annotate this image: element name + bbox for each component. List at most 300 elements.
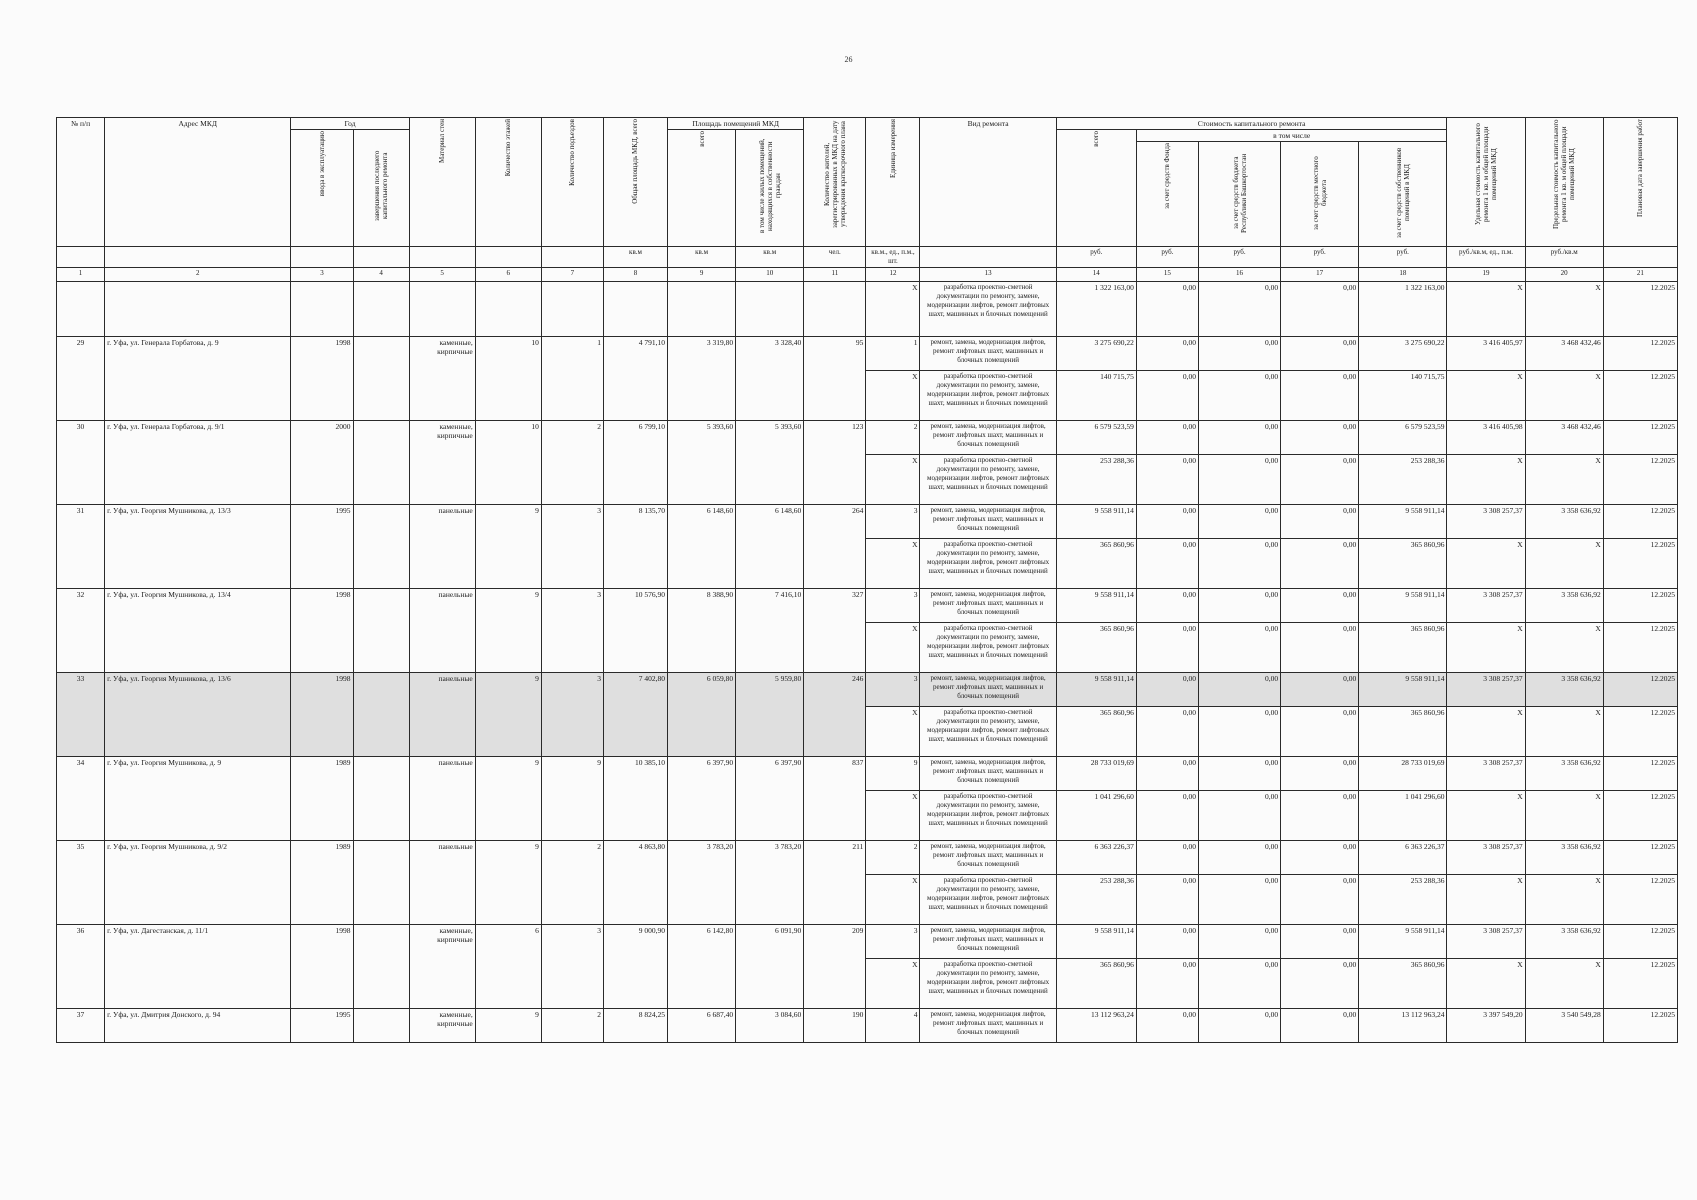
cell-date: 12.2025 [1603,371,1677,421]
cell-cost-fund: 0,00 [1136,623,1198,673]
table-row [57,337,1678,371]
cell-cost-local: 0,00 [1281,505,1359,539]
cell-cost-local: 0,00 [1281,841,1359,875]
cell-repair-type: разработка проектно-сметной документации по ремонту, замене, модернизации лифтов, ремонт лифтовых шахт, машинных и блочных помещений [920,875,1056,925]
table-body [57,282,1678,1043]
cell-year-commission: 2000 [291,421,353,505]
cell-cost-total: 9 558 911,14 [1056,505,1136,539]
cell-cost-local: 0,00 [1281,337,1359,371]
column-number: 20 [1525,268,1603,282]
cell-repair-type: ремонт, замена, модернизация лифтов, ремонт лифтовых шахт, машинных и блочных помещений [920,841,1056,875]
cell-date: 12.2025 [1603,757,1677,791]
cell-floors: 9 [475,673,541,757]
table-row [57,505,1678,539]
cell-limit-cost: 3 358 636,92 [1525,505,1603,539]
cell-cost-fund: 0,00 [1136,589,1198,623]
cell-repair-type: ремонт, замена, модернизация лифтов, ремонт лифтовых шахт, машинных и блочных помещений [920,757,1056,791]
hdr-area-group: Площадь помещений МКД [668,118,804,130]
cell-area-owned: 3 084,60 [736,1009,804,1043]
cell-cost-owners: 3 275 690,22 [1359,337,1447,371]
cell-residents: 123 [804,421,866,505]
column-number: 4 [353,268,409,282]
cell-cost-owners: 253 288,36 [1359,875,1447,925]
cell-repair-type: ремонт, замена, модернизация лифтов, ремонт лифтовых шахт, машинных и блочных помещений [920,673,1056,707]
cell-unit: X [866,959,920,1009]
cell-cost-total: 253 288,36 [1056,875,1136,925]
cell-area-owned: 3 783,20 [736,841,804,925]
cell-cost-fund: 0,00 [1136,757,1198,791]
cell-cost-local: 0,00 [1281,421,1359,455]
cell-cost-rb: 0,00 [1198,925,1280,959]
cell-cost-local: 0,00 [1281,371,1359,421]
column-number: 9 [668,268,736,282]
cell-residents: 837 [804,757,866,841]
cell-year-commission: 1995 [291,505,353,589]
cell-floors: 9 [475,841,541,925]
table-row [57,841,1678,875]
cell-area-all: 5 393,60 [668,421,736,505]
cell-total-area: 10 385,10 [603,757,667,841]
cell-cost-rb: 0,00 [1198,707,1280,757]
cell-area-owned: 6 148,60 [736,505,804,589]
table-row [57,925,1678,959]
cell-limit-cost: X [1525,282,1603,337]
column-number: 19 [1447,268,1525,282]
cell-specific-cost: X [1447,455,1525,505]
cell-year-last-repair [353,673,409,757]
table-row [57,421,1678,455]
cell-area-owned: 7 416,10 [736,589,804,673]
cell-residents: 95 [804,337,866,421]
unit-label: кв.м., ед., п.м., шт. [866,247,920,268]
cell-residents: 246 [804,673,866,757]
cell-specific-cost: 3 308 257,37 [1447,841,1525,875]
hdr-unit: Единица измерения [866,118,920,247]
hdr-year-last-repair: завершения последнего капитального ремонта [353,130,409,247]
cell-repair-type: ремонт, замена, модернизация лифтов, ремонт лифтовых шахт, машинных и блочных помещений [920,337,1056,371]
column-number: 15 [1136,268,1198,282]
cell-area-owned: 6 397,90 [736,757,804,841]
cell-cost-fund: 0,00 [1136,282,1198,337]
cell-specific-cost: X [1447,875,1525,925]
unit-label [409,247,475,268]
cell-repair-type: разработка проектно-сметной документации по ремонту, замене, модернизации лифтов, ремонт лифтовых шахт, машинных и блочных помещений [920,707,1056,757]
column-number: 13 [920,268,1056,282]
cell-cost-local: 0,00 [1281,1009,1359,1043]
cell-unit: X [866,875,920,925]
cell-residents: 190 [804,1009,866,1043]
cell-cost-fund: 0,00 [1136,505,1198,539]
cell-address: г. Уфа, ул. Георгия Мушникова, д. 13/4 [105,589,291,673]
table-row [57,757,1678,791]
cell-unit: 3 [866,925,920,959]
cell-limit-cost: X [1525,791,1603,841]
cell-area-owned: 5 959,80 [736,673,804,757]
cell-limit-cost: 3 468 432,46 [1525,421,1603,455]
hdr-completion-date: Плановая дата завершения работ [1603,118,1677,247]
cell-cost-rb: 0,00 [1198,539,1280,589]
column-number: 2 [105,268,291,282]
column-number: 21 [1603,268,1677,282]
bottom-rule [56,1008,1678,1009]
hdr-cost-fund: за счет средств Фонда [1136,142,1198,247]
unit-label: руб. [1198,247,1280,268]
cell-num: 33 [57,673,105,757]
cell-cost-rb: 0,00 [1198,623,1280,673]
cell-date: 12.2025 [1603,959,1677,1009]
cell-cost-owners: 140 715,75 [1359,371,1447,421]
cell-year-commission: 1998 [291,589,353,673]
page-number: 26 [844,55,853,64]
cell-cost-total: 1 041 296,60 [1056,791,1136,841]
cell-floors: 9 [475,1009,541,1043]
cell-cost-owners: 365 860,96 [1359,539,1447,589]
cell-cost-rb: 0,00 [1198,282,1280,337]
unit-label: кв.м [736,247,804,268]
cell-year-commission: 1998 [291,337,353,421]
cell-wall-material: каменные, кирпичные [409,925,475,1009]
cell-address: г. Уфа, ул. Георгия Мушникова, д. 9 [105,757,291,841]
cell-address: г. Уфа, ул. Дмитрия Донского, д. 94 [105,1009,291,1043]
cell-specific-cost: X [1447,707,1525,757]
cell-specific-cost: X [1447,791,1525,841]
cell-wall-material: каменные, кирпичные [409,421,475,505]
cell-cost-owners: 9 558 911,14 [1359,505,1447,539]
cell-year-commission: 1998 [291,673,353,757]
cell-entrances: 3 [541,589,603,673]
table-row [57,282,1678,337]
cell-num: 30 [57,421,105,505]
cell-specific-cost: 3 416 405,97 [1447,337,1525,371]
cell-year-last-repair [353,337,409,421]
cell-num: 37 [57,1009,105,1043]
cell-limit-cost: X [1525,623,1603,673]
table-row [57,673,1678,707]
unit-label: руб. [1136,247,1198,268]
cell-cost-total: 365 860,96 [1056,539,1136,589]
hdr-total-area: Общая площадь МКД, всего [603,118,667,247]
cell-year-last-repair [353,925,409,1009]
cell-floors: 6 [475,925,541,1009]
cell-residents: 327 [804,589,866,673]
unit-label: кв.м [603,247,667,268]
column-number: 3 [291,268,353,282]
cell-floors: 9 [475,757,541,841]
cell-num: 34 [57,757,105,841]
cell-area-owned: 3 328,40 [736,337,804,421]
cell-floors: 10 [475,337,541,421]
cell-repair-type: разработка проектно-сметной документации по ремонту, замене, модернизации лифтов, ремонт лифтовых шахт, машинных и блочных помещений [920,455,1056,505]
cell-area-all: 3 783,20 [668,841,736,925]
cell-cost-total: 6 363 226,37 [1056,841,1136,875]
cell-cost-total: 365 860,96 [1056,623,1136,673]
cell-cost-fund: 0,00 [1136,371,1198,421]
cell-cost-total: 9 558 911,14 [1056,673,1136,707]
column-number: 12 [866,268,920,282]
hdr-limit-cost: Предельная стоимость капитального ремонта 1 кв. м общей площади помещений МКД [1525,118,1603,247]
cell-unit: 1 [866,337,920,371]
hdr-residents: Количество жителей, зарегистрированных в МКД на дату утверждения краткосрочного плана [804,118,866,247]
column-number: 7 [541,268,603,282]
cell-unit: 4 [866,1009,920,1043]
cell-date: 12.2025 [1603,673,1677,707]
cell-residents: 264 [804,505,866,589]
hdr-cost-owners: за счет средств собственников помещений в МКД [1359,142,1447,247]
cell-year-last-repair [353,841,409,925]
unit-label: руб./кв.м, ед., п.м. [1447,247,1525,268]
cell-area-all: 6 148,60 [668,505,736,589]
cell-cost-owners: 6 579 523,59 [1359,421,1447,455]
cell-cost-rb: 0,00 [1198,371,1280,421]
cell-date: 12.2025 [1603,707,1677,757]
cell-cost-owners: 9 558 911,14 [1359,673,1447,707]
cell-cost-owners: 9 558 911,14 [1359,925,1447,959]
column-number: 1 [57,268,105,282]
cell-entrances: 3 [541,925,603,1009]
cell-area-all: 6 059,80 [668,673,736,757]
hdr-entrances: Количество подъездов [541,118,603,247]
cell-date: 12.2025 [1603,875,1677,925]
unit-label: чел. [804,247,866,268]
cell-cost-total: 13 112 963,24 [1056,1009,1136,1043]
cell-floors: 9 [475,589,541,673]
unit-label [57,247,105,268]
cell-entrances: 2 [541,841,603,925]
cell-specific-cost: 3 308 257,37 [1447,589,1525,623]
cell-cost-rb: 0,00 [1198,673,1280,707]
cell-unit: X [866,455,920,505]
cell-wall-material: панельные [409,841,475,925]
cell-cost-rb: 0,00 [1198,505,1280,539]
cell-cost-total: 365 860,96 [1056,707,1136,757]
cell-limit-cost: 3 358 636,92 [1525,841,1603,875]
cell-date: 12.2025 [1603,791,1677,841]
cell-limit-cost: 3 358 636,92 [1525,757,1603,791]
cell-unit: 3 [866,673,920,707]
cell-cost-owners: 1 322 163,00 [1359,282,1447,337]
cell-specific-cost: X [1447,539,1525,589]
cell-cost-fund: 0,00 [1136,875,1198,925]
cell-area-owned: 6 091,90 [736,925,804,1009]
cell-cost-local: 0,00 [1281,455,1359,505]
unit-label: руб. [1281,247,1359,268]
cell-limit-cost: X [1525,539,1603,589]
cell-cost-local: 0,00 [1281,959,1359,1009]
cell-cost-local: 0,00 [1281,589,1359,623]
cell-limit-cost: X [1525,455,1603,505]
cell-cost-fund: 0,00 [1136,455,1198,505]
cell-wall-material: панельные [409,757,475,841]
cell-cost-fund: 0,00 [1136,841,1198,875]
cell-repair-type: ремонт, замена, модернизация лифтов, ремонт лифтовых шахт, машинных и блочных помещений [920,925,1056,959]
cell-date: 12.2025 [1603,1009,1677,1043]
cell-cost-local: 0,00 [1281,673,1359,707]
cell-repair-type: разработка проектно-сметной документации по ремонту, замене, модернизации лифтов, ремонт лифтовых шахт, машинных и блочных помещений [920,371,1056,421]
cell-cost-rb: 0,00 [1198,589,1280,623]
cell-cost-rb: 0,00 [1198,791,1280,841]
table-header [57,118,1678,282]
unit-label [541,247,603,268]
cell-cost-total: 9 558 911,14 [1056,925,1136,959]
cell-specific-cost: X [1447,959,1525,1009]
hdr-repair-type: Вид ремонта [920,118,1056,247]
table-row [57,1009,1678,1043]
cell-wall-material: панельные [409,589,475,673]
cell-address: г. Уфа, ул. Георгия Мушникова, д. 13/6 [105,673,291,757]
hdr-specific-cost: Удельная стоимость капитального ремонта 1 кв. м общей площади помещений МКД [1447,118,1525,247]
cell-specific-cost: 3 308 257,37 [1447,925,1525,959]
cell-cost-total: 3 275 690,22 [1056,337,1136,371]
cell-area-all: 6 397,90 [668,757,736,841]
cell-unit: 9 [866,757,920,791]
unit-label [105,247,291,268]
cell-total-area: 4 863,80 [603,841,667,925]
cell-entrances: 3 [541,505,603,589]
cell-date: 12.2025 [1603,505,1677,539]
cell-cost-rb: 0,00 [1198,421,1280,455]
cell-total-area: 8 824,25 [603,1009,667,1043]
cell-year-commission: 1989 [291,757,353,841]
cell-limit-cost: 3 358 636,92 [1525,925,1603,959]
cell-cost-rb: 0,00 [1198,875,1280,925]
cell-area-all: 8 388,90 [668,589,736,673]
cell-wall-material: панельные [409,505,475,589]
cell-cost-rb: 0,00 [1198,455,1280,505]
hdr-cost-local: за счет средств местного бюджета [1281,142,1359,247]
cell-cost-fund: 0,00 [1136,421,1198,455]
cell-date: 12.2025 [1603,841,1677,875]
cell-unit: 3 [866,589,920,623]
cell-num: 31 [57,505,105,589]
cell-unit: X [866,282,920,337]
hdr-address: Адрес МКД [105,118,291,247]
unit-label: руб. [1056,247,1136,268]
cell-cost-rb: 0,00 [1198,1009,1280,1043]
cell-specific-cost: X [1447,623,1525,673]
cell-area-all: 6 687,40 [668,1009,736,1043]
cell-unit: X [866,539,920,589]
cell-address: г. Уфа, ул. Георгия Мушникова, д. 9/2 [105,841,291,925]
unit-label [291,247,353,268]
cell-repair-type: ремонт, замена, модернизация лифтов, ремонт лифтовых шахт, машинных и блочных помещений [920,1009,1056,1043]
hdr-area-owned: в том числе жилых помещений, находящихся в собственности граждан [736,130,804,247]
column-number: 6 [475,268,541,282]
unit-label [1603,247,1677,268]
cell-specific-cost: 3 308 257,37 [1447,673,1525,707]
cell-specific-cost: 3 416 405,98 [1447,421,1525,455]
cell-date: 12.2025 [1603,589,1677,623]
cell-floors: 10 [475,421,541,505]
hdr-num: № п/п [57,118,105,247]
cell-year-commission: 1995 [291,1009,353,1043]
cell-cost-rb: 0,00 [1198,757,1280,791]
cell-cost-total: 6 579 523,59 [1056,421,1136,455]
column-number: 18 [1359,268,1447,282]
cell-specific-cost: 3 397 549,20 [1447,1009,1525,1043]
cell-repair-type: разработка проектно-сметной документации по ремонту, замене, модернизации лифтов, ремонт лифтовых шахт, машинных и блочных помещений [920,959,1056,1009]
cell-floors: 9 [475,505,541,589]
capital-repair-table [56,117,1678,1043]
cell-wall-material: каменные, кирпичные [409,1009,475,1043]
cell-cost-owners: 1 041 296,60 [1359,791,1447,841]
unit-label: руб./кв.м [1525,247,1603,268]
cell-cost-rb: 0,00 [1198,959,1280,1009]
cell-residents: 211 [804,841,866,925]
unit-label: кв.м [668,247,736,268]
cell-cost-local: 0,00 [1281,757,1359,791]
hdr-incl: в том числе [1136,130,1447,142]
hdr-cost-total: всего [1056,130,1136,247]
cell-wall-material: каменные, кирпичные [409,337,475,421]
cell-year-last-repair [353,505,409,589]
cell-address: г. Уфа, ул. Георгия Мушникова, д. 13/3 [105,505,291,589]
cell-cost-fund: 0,00 [1136,925,1198,959]
cell-cost-total: 140 715,75 [1056,371,1136,421]
cell-cost-fund: 0,00 [1136,959,1198,1009]
cell-entrances: 9 [541,757,603,841]
cell-unit: X [866,791,920,841]
cell-cost-owners: 13 112 963,24 [1359,1009,1447,1043]
cell-date: 12.2025 [1603,623,1677,673]
hdr-floors: Количество этажей [475,118,541,247]
cell-cost-owners: 365 860,96 [1359,707,1447,757]
cell-unit: X [866,707,920,757]
cell-year-last-repair [353,589,409,673]
hdr-cost-group: Стоимость капитального ремонта [1056,118,1447,130]
cell-cost-owners: 28 733 019,69 [1359,757,1447,791]
unit-label: руб. [1359,247,1447,268]
cell-repair-type: ремонт, замена, модернизация лифтов, ремонт лифтовых шахт, машинных и блочных помещений [920,505,1056,539]
cell-area-all: 6 142,80 [668,925,736,1009]
cell-cost-fund: 0,00 [1136,673,1198,707]
unit-label [353,247,409,268]
cell-year-last-repair [353,421,409,505]
cell-total-area: 4 791,10 [603,337,667,421]
cell-total-area: 7 402,80 [603,673,667,757]
column-number: 10 [736,268,804,282]
cell-specific-cost: X [1447,282,1525,337]
cell-repair-type: ремонт, замена, модернизация лифтов, ремонт лифтовых шахт, машинных и блочных помещений [920,421,1056,455]
cell-cost-total: 1 322 163,00 [1056,282,1136,337]
cell-total-area: 8 135,70 [603,505,667,589]
cell-cost-fund: 0,00 [1136,1009,1198,1043]
cell-cost-local: 0,00 [1281,875,1359,925]
hdr-cost-rb: за счет средств бюджета Республики Башкортостан [1198,142,1280,247]
cell-year-commission: 1989 [291,841,353,925]
cell-cost-local: 0,00 [1281,539,1359,589]
column-number: 11 [804,268,866,282]
cell-cost-total: 9 558 911,14 [1056,589,1136,623]
cell-num: 35 [57,841,105,925]
cell-cost-total: 28 733 019,69 [1056,757,1136,791]
cell-specific-cost: X [1447,371,1525,421]
cell-cost-fund: 0,00 [1136,539,1198,589]
cell-total-area: 9 000,90 [603,925,667,1009]
cell-limit-cost: 3 540 549,28 [1525,1009,1603,1043]
cell-unit: 3 [866,505,920,539]
cell-specific-cost: 3 308 257,37 [1447,757,1525,791]
hdr-wall-material: Материал стен [409,118,475,247]
cell-limit-cost: X [1525,875,1603,925]
cell-repair-type: разработка проектно-сметной документации по ремонту, замене, модернизации лифтов, ремонт лифтовых шахт, машинных и блочных помещений [920,791,1056,841]
cell-cost-local: 0,00 [1281,623,1359,673]
cell-limit-cost: X [1525,371,1603,421]
cell-cost-total: 253 288,36 [1056,455,1136,505]
cell-specific-cost: 3 308 257,37 [1447,505,1525,539]
cell-cost-rb: 0,00 [1198,841,1280,875]
cell-address: г. Уфа, ул. Дагестанская, д. 11/1 [105,925,291,1009]
cell-address: г. Уфа, ул. Генерала Горбатова, д. 9 [105,337,291,421]
